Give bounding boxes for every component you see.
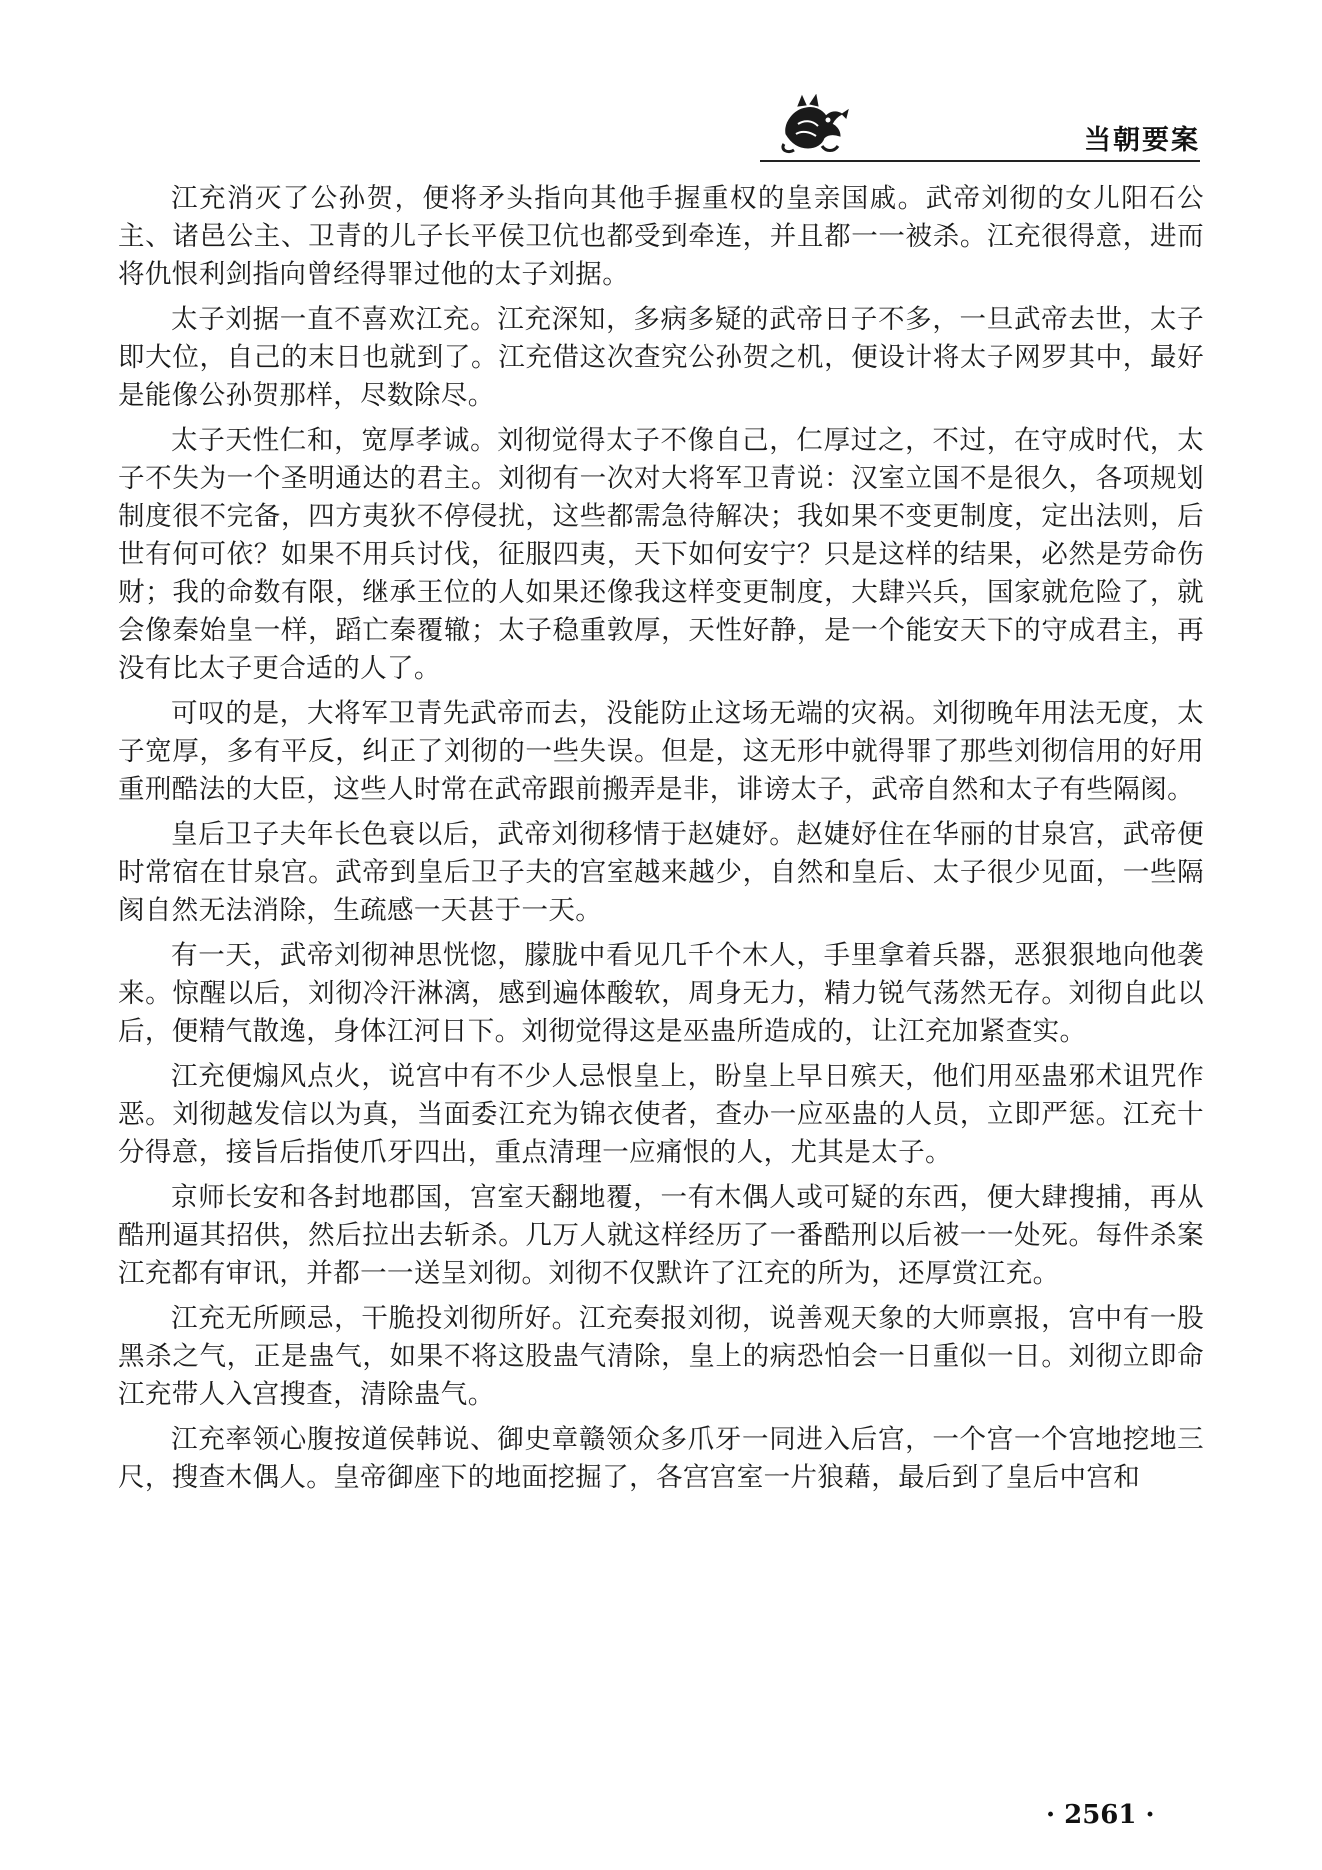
paragraph: 江充消灭了公孙贺，便将矛头指向其他手握重权的皇亲国戚。武帝刘彻的女儿阳石公主、诸邑公主、卫青的儿子长平侯卫伉也都受到牵连，并且都一一被杀。江充很得意，进而将仇恨利剑指向曾经得罪过他的太子刘据。 [118, 183, 1204, 290]
running-header [760, 88, 1200, 168]
header-title: 当朝要案 [1084, 125, 1200, 156]
paragraph: 江充率领心腹按道侯韩说、御史章赣领众多爪牙一同进入后宫，一个宫一个宫地挖地三尺，搜查木偶人。皇帝御座下的地面挖掘了，各宫宫室一片狼藉，最后到了皇后中宫和 [118, 1424, 1204, 1493]
dragon-icon [778, 94, 850, 156]
paragraph: 太子天性仁和，宽厚孝诚。刘彻觉得太子不像自己，仁厚过之，不过，在守成时代，太子不失为一个圣明通达的君主。刘彻有一次对大将军卫青说：汉室立国不是很久，各项规划制度很不完备，四方夷狄不停侵扰，这些都需急待解决；我如果不变更制度，定出法则，后世有何可依？如果不用兵讨伐，征服四夷，天下如何安宁？只是这样的结果，必然是劳命伤财；我的命数有限，继承王位的人如果还像我这样变更制度，大肆兴兵，国家就危险了，就会像秦始皇一样，蹈亡秦覆辙；太子稳重敦厚，天性好静，是一个能安天下的守成君主，再没有比太子更合适的人了。 [118, 425, 1204, 684]
paragraph: 江充便煽风点火，说宫中有不少人忌恨皇上，盼皇上早日殡天，他们用巫蛊邪术诅咒作恶。刘彻越发信以为真，当面委江充为锦衣使者，查办一应巫蛊的人员，立即严惩。江充十分得意，接旨后指使爪牙四出，重点清理一应痛恨的人，尤其是太子。 [118, 1061, 1204, 1168]
page-number: · 2561 · [1046, 1800, 1155, 1830]
paragraph: 有一天，武帝刘彻神思恍惚，朦胧中看见几千个木人，手里拿着兵器，恶狠狠地向他袭来。惊醒以后，刘彻冷汗淋漓，感到遍体酸软，周身无力，精力锐气荡然无存。刘彻自此以后，便精气散逸，身体江河日下。刘彻觉得这是巫蛊所造成的，让江充加紧查实。 [118, 940, 1204, 1047]
paragraph: 京师长安和各封地郡国，宫室天翻地覆，一有木偶人或可疑的东西，便大肆搜捕，再从酷刑逼其招供，然后拉出去斩杀。几万人就这样经历了一番酷刑以后被一一处死。每件杀案江充都有审讯，并都一一送呈刘彻。刘彻不仅默许了江充的所为，还厚赏江充。 [118, 1182, 1204, 1289]
paragraph: 可叹的是，大将军卫青先武帝而去，没能防止这场无端的灾祸。刘彻晚年用法无度，太子宽厚，多有平反，纠正了刘彻的一些失误。但是，这无形中就得罪了那些刘彻信用的好用重刑酷法的大臣，这些人时常在武帝跟前搬弄是非，诽谤太子，武帝自然和太子有些隔阂。 [118, 698, 1204, 805]
paragraph: 江充无所顾忌，干脆投刘彻所好。江充奏报刘彻，说善观天象的大师禀报，宫中有一股黑杀之气，正是蛊气，如果不将这股蛊气清除，皇上的病恐怕会一日重似一日。刘彻立即命江充带人入宫搜查，清除蛊气。 [118, 1303, 1204, 1410]
paragraph: 太子刘据一直不喜欢江充。江充深知，多病多疑的武帝日子不多，一旦武帝去世，太子即大位，自己的末日也就到了。江充借这次查究公孙贺之机，便设计将太子网罗其中，最好是能像公孙贺那样，尽数除尽。 [118, 304, 1204, 411]
header-rule [760, 160, 1200, 162]
body-text [118, 180, 1204, 1504]
paragraph: 皇后卫子夫年长色衰以后，武帝刘彻移情于赵婕妤。赵婕妤住在华丽的甘泉宫，武帝便时常宿在甘泉宫。武帝到皇后卫子夫的宫室越来越少，自然和皇后、太子很少见面，一些隔阂自然无法消除，生疏感一天甚于一天。 [118, 819, 1204, 926]
